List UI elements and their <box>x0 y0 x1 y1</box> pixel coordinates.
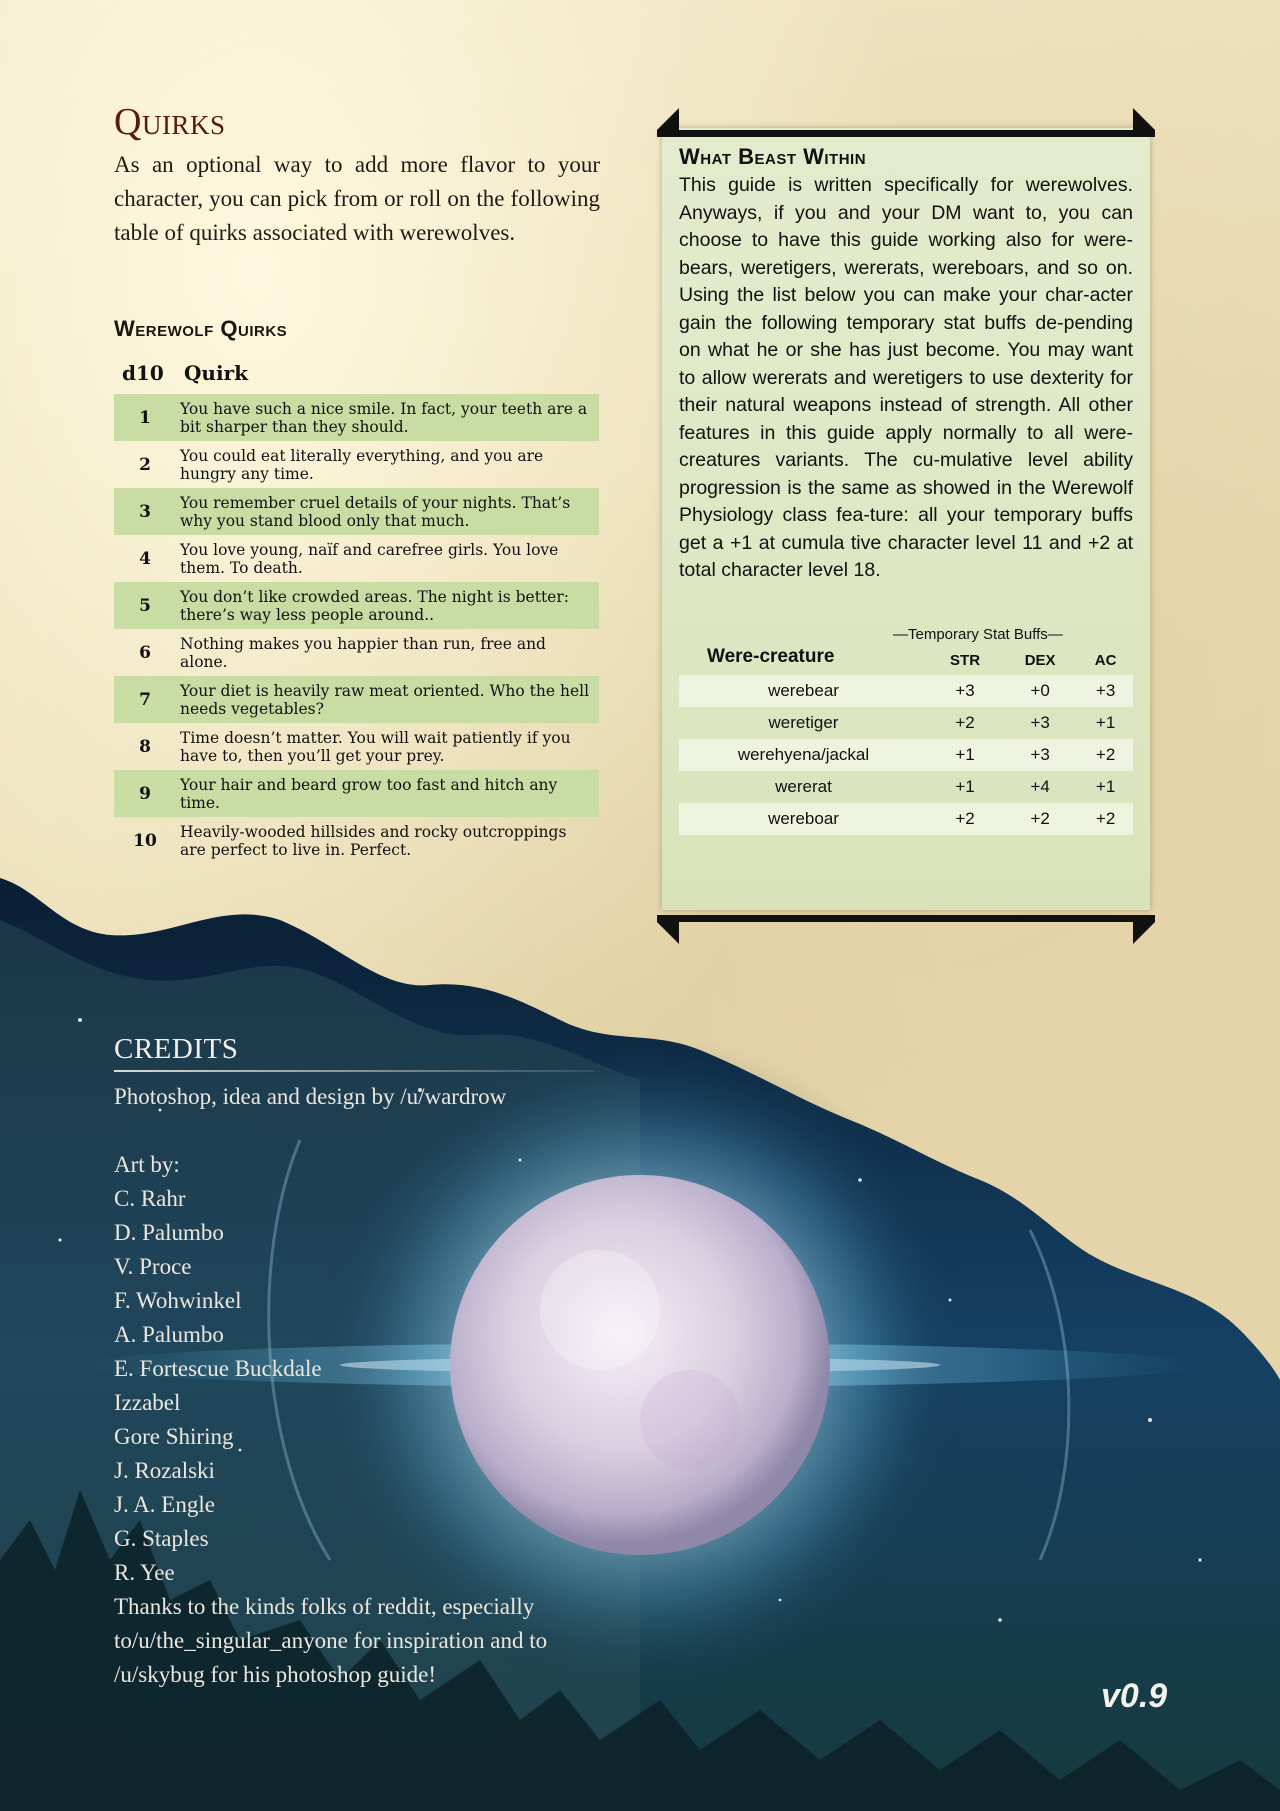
quirk-roll: 3 <box>139 501 151 522</box>
quirk-column-header: Quirk <box>184 361 248 385</box>
quirk-row <box>114 629 599 676</box>
sidebar-title: What Beast Within <box>679 144 867 169</box>
version-label: v0.9 <box>1101 1677 1168 1715</box>
sidebar-bottom-bar <box>657 915 1155 922</box>
d10-column-header: d10 <box>122 361 164 385</box>
quirk-text: You have such a nice smile. In fact, your teeth are a bit sharper than they should. <box>180 399 588 436</box>
quirk-roll: 6 <box>139 642 151 663</box>
sidebar-corner-top-right <box>1133 108 1155 130</box>
quirk-roll: 8 <box>139 736 151 757</box>
quirk-row <box>114 441 599 488</box>
quirks-intro: As an optional way to add more flavor to your character, you can pick from or roll on the following table of quirks associated with werewolves. <box>114 152 600 245</box>
stat-row <box>679 739 1133 771</box>
str-column-header: STR <box>950 651 981 669</box>
dex-value: +2 <box>1030 809 1050 828</box>
quirks-table-header <box>114 358 599 394</box>
quirk-roll: 4 <box>139 548 151 569</box>
stat-buffs-table <box>679 640 1133 835</box>
sidebar-corner-top-left <box>657 108 679 130</box>
quirk-text: You could eat literally everything, and you are hungry any time. <box>180 446 544 483</box>
artist-name: A. Palumbo <box>114 1322 224 1347</box>
str-value: +1 <box>955 777 975 796</box>
artist-name: V. Proce <box>114 1254 192 1279</box>
ac-value: +1 <box>1095 713 1116 732</box>
quirk-roll: 1 <box>139 407 151 428</box>
str-value: +3 <box>955 681 975 700</box>
quirk-text: You love young, naïf and carefree girls. You love them. To death. <box>180 540 559 577</box>
quirk-text: You remember cruel details of your nights. That’s why you stand blood only that much. <box>180 493 571 530</box>
str-value: +2 <box>955 713 975 732</box>
quirk-row <box>114 582 599 629</box>
artist-list <box>114 1182 634 1590</box>
artist-name: E. Fortescue Buckdale <box>114 1356 322 1381</box>
stat-row <box>679 707 1133 739</box>
quirks-table <box>114 358 599 864</box>
artist-name: Gore Shiring <box>114 1424 234 1449</box>
credits-divider <box>114 1070 594 1072</box>
werewolf-quirks-heading: Werewolf Quirks <box>114 316 288 341</box>
artist-name: R. Yee <box>114 1560 175 1585</box>
art-by-label: Art by: <box>114 1152 180 1177</box>
quirk-row <box>114 535 599 582</box>
sidebar-corner-bottom-left <box>657 922 679 944</box>
artist-name: C. Rahr <box>114 1186 186 1211</box>
sidebar-corner-bottom-right <box>1133 922 1155 944</box>
quirk-text: Time doesn’t matter. You will wait patiently if you have to, then you’ll get your prey. <box>180 728 571 765</box>
artist-name: J. A. Engle <box>114 1492 215 1517</box>
artist-name: G. Staples <box>114 1526 209 1551</box>
quirk-text: Heavily-wooded hillsides and rocky outcroppings are perfect to live in. Perfect. <box>180 822 567 859</box>
stat-row <box>679 803 1133 835</box>
artist-name: Izzabel <box>114 1390 181 1415</box>
quirk-text: You don’t like crowded areas. The night is better: there’s way less people around.. <box>180 587 569 624</box>
quirk-row <box>114 817 599 864</box>
sidebar-top-bar <box>657 130 1155 137</box>
quirk-text: Your diet is heavily raw meat oriented. Who the hell needs vegetables? <box>180 681 590 718</box>
quirks-heading: Quirks <box>114 101 226 143</box>
dex-value: +3 <box>1030 745 1050 764</box>
credits-body <box>114 1080 634 1692</box>
creature-name: werebear <box>768 681 839 700</box>
quirk-roll: 10 <box>133 830 157 851</box>
artist-name: J. Rozalski <box>114 1458 215 1483</box>
stat-buffs-caption: —Temporary Stat Buffs— <box>893 626 1063 643</box>
were-creature-column-header: Were-creature <box>707 646 835 667</box>
creature-name: wereboar <box>768 809 839 828</box>
thanks-note: Thanks to the kinds folks of reddit, especially to/u/the_singular_anyone for inspiration and to /u/skybug for his photoshop guide! <box>114 1594 548 1687</box>
ac-value: +1 <box>1095 777 1116 796</box>
dex-value: +0 <box>1030 681 1050 700</box>
quirk-roll: 5 <box>139 595 151 616</box>
sidebar-text: This guide is written specifically for werewolves. Anyways, if you and your DM want to, you can choose to have this guide working also for were-bears, weretigers, wererats, wereboars, and so on. Using the list below you can make your char-acter gain the following temporary stat buffs de-pending on what he or she has just become. You may want to allow wererats and weretigers to use dexterity for their natural weapons instead of strength. All other features in this guide apply normally to all were-creatures variants. The cu-mulative level ability progression is the same as showed in the Werewolf Physiology class fea-ture: all your temporary buffs get a +1 at cumula tive character level 11 and +2 at total character level 18. <box>679 174 1133 581</box>
quirk-roll: 9 <box>139 783 151 804</box>
quirk-roll: 7 <box>139 689 151 710</box>
dex-column-header: DEX <box>1024 651 1056 669</box>
artist-name: F. Wohwinkel <box>114 1288 242 1313</box>
design-credit: Photoshop, idea and design by /u/wardrow <box>114 1084 507 1109</box>
quirk-row <box>114 488 599 535</box>
quirk-row <box>114 770 599 817</box>
str-value: +1 <box>955 745 975 764</box>
ac-value: +2 <box>1095 809 1116 828</box>
dex-value: +3 <box>1030 713 1050 732</box>
str-value: +2 <box>955 809 975 828</box>
stat-row <box>679 771 1133 803</box>
artist-name: D. Palumbo <box>114 1220 224 1245</box>
quirk-row <box>114 723 599 770</box>
ac-value: +2 <box>1095 745 1116 764</box>
stat-row <box>679 675 1133 707</box>
ac-value: +3 <box>1095 681 1116 700</box>
creature-name: wererat <box>775 777 832 796</box>
quirk-roll: 2 <box>139 454 151 475</box>
ac-column-header: AC <box>1094 651 1117 669</box>
creature-name: werehyena/jackal <box>737 745 870 764</box>
quirk-row <box>114 394 599 441</box>
what-beast-within-sidebar <box>657 108 1155 948</box>
credits-heading: CREDITS <box>114 1033 239 1065</box>
stat-table-header <box>679 640 1133 675</box>
quirk-text: Nothing makes you happier than run, free and alone. <box>180 634 546 671</box>
quirk-text: Your hair and beard grow too fast and hitch any time. <box>180 775 558 812</box>
dex-value: +4 <box>1030 777 1050 796</box>
quirk-row <box>114 676 599 723</box>
creature-name: weretiger <box>768 713 839 732</box>
